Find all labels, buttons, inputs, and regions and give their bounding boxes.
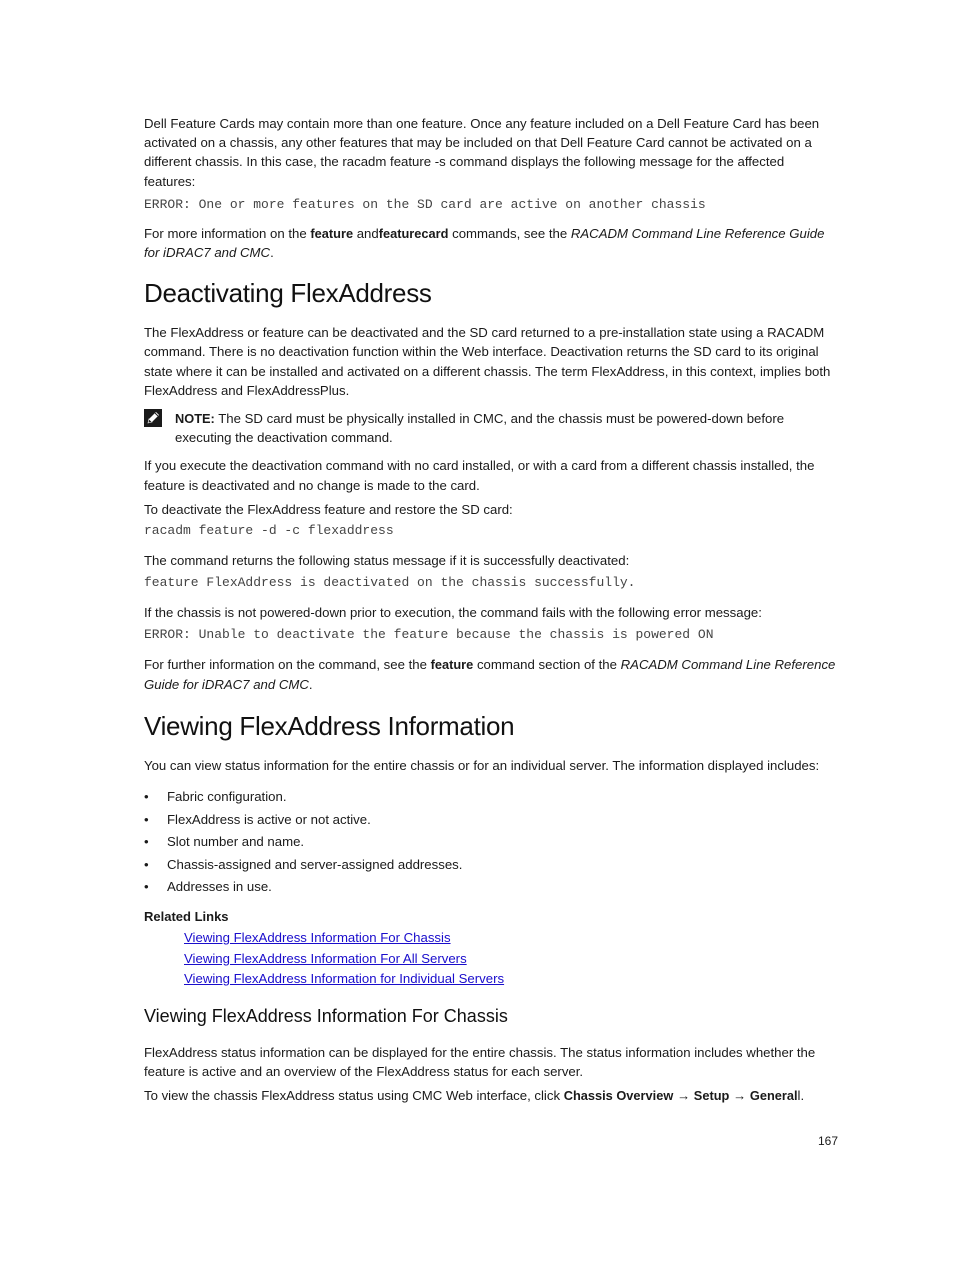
deactivate-steps-intro: To deactivate the FlexAddress feature and restore the SD card: [144,501,513,517]
chassis-info-description: FlexAddress status information can be displayed for the entire chassis. The status information includes whether the feature is active and an overview of the FlexAddress status for each server. [144,1044,816,1079]
list-item: • Fabric configuration. [144,789,287,805]
link-individual-servers-info[interactable]: Viewing FlexAddress Information for Individual Servers [184,971,505,987]
viewing-description: You can view status information for the entire chassis or for an individual server. The information displayed includes: [144,757,820,773]
pencil-note-icon [144,409,162,427]
heading-viewing: Viewing FlexAddress Information [144,710,515,741]
nav-general: General [749,1087,798,1103]
chassis-info-steps: To view the chassis FlexAddress status using CMC Web interface, click Chassis Overview → Setup → Generall. [144,1087,805,1103]
nav-setup: Setup [693,1087,730,1103]
error-message-code: ERROR: Unable to deactivate the feature because the chassis is powered ON [144,627,714,643]
further-info-paragraph: For further information on the command, see the feature command section of the RACADM Command Line Reference Guide for iDRAC7 and CMC. [144,657,836,692]
link-chassis-info[interactable]: Viewing FlexAddress Information For Chassis [184,930,451,946]
link-all-servers-info[interactable]: Viewing FlexAddress Information For All Servers [184,950,467,966]
note-box [144,409,838,447]
related-links-title: Related Links [144,909,229,925]
page-number: 167 [817,1134,838,1148]
error-code-block: ERROR: One or more features on the SD card are active on another chassis [144,196,706,212]
status-message-code: feature FlexAddress is deactivated on the chassis successfully. [144,575,636,591]
note-text: NOTE: The SD card must be physically installed in CMC, and the chassis must be powered-down before executing the deactivation command. [175,411,785,446]
intro-paragraph: Dell Feature Cards may contain more than one feature. Once any feature included on a Dell Feature Card has been activated on a chassis, any other features that may be included on that Dell Feature Card cannot be activated on a different chassis. In this case, the racadm feature -s command displays the following message for the affected features: [144,116,820,189]
info-list [144,787,838,896]
status-message-intro: The command returns the following status message if it is successfully deactivated: [144,553,630,569]
list-item: • FlexAddress is active or not active. [144,811,371,827]
related-links [144,928,838,990]
more-info-paragraph: For more information on the feature andfeaturecard commands, see the RACADM Command Line Reference Guide for iDRAC7 and CMC. [144,225,825,261]
nav-chassis-overview: Chassis Overview [563,1087,674,1103]
error-message-intro: If the chassis is not powered-down prior to execution, the command fails with the following error message: [144,605,762,621]
list-item: • Slot number and name. [144,834,305,850]
no-card-paragraph: If you execute the deactivation command with no card installed, or with a card from a different chassis installed, the feature is deactivated and no change is made to the card. [144,458,815,493]
heading-chassis-info: Viewing FlexAddress Information For Chassis [144,1005,508,1026]
document-body [144,114,838,1105]
deactivate-description: The FlexAddress or feature can be deactivated and the SD card returned to a pre-installation state using a RACADM command. There is no deactivation function within the Web interface. Deactivation returns the SD card to its original state where it can be installed and activated on a different chassis. The term FlexAddress, in this context, implies both FlexAddress and FlexAddressPlus. [144,325,831,398]
deactivate-command: racadm feature -d -c flexaddress [144,523,394,539]
list-item: • Chassis-assigned and server-assigned addresses. [144,856,463,872]
heading-deactivating: Deactivating FlexAddress [144,278,432,309]
list-item: • Addresses in use. [144,879,272,895]
